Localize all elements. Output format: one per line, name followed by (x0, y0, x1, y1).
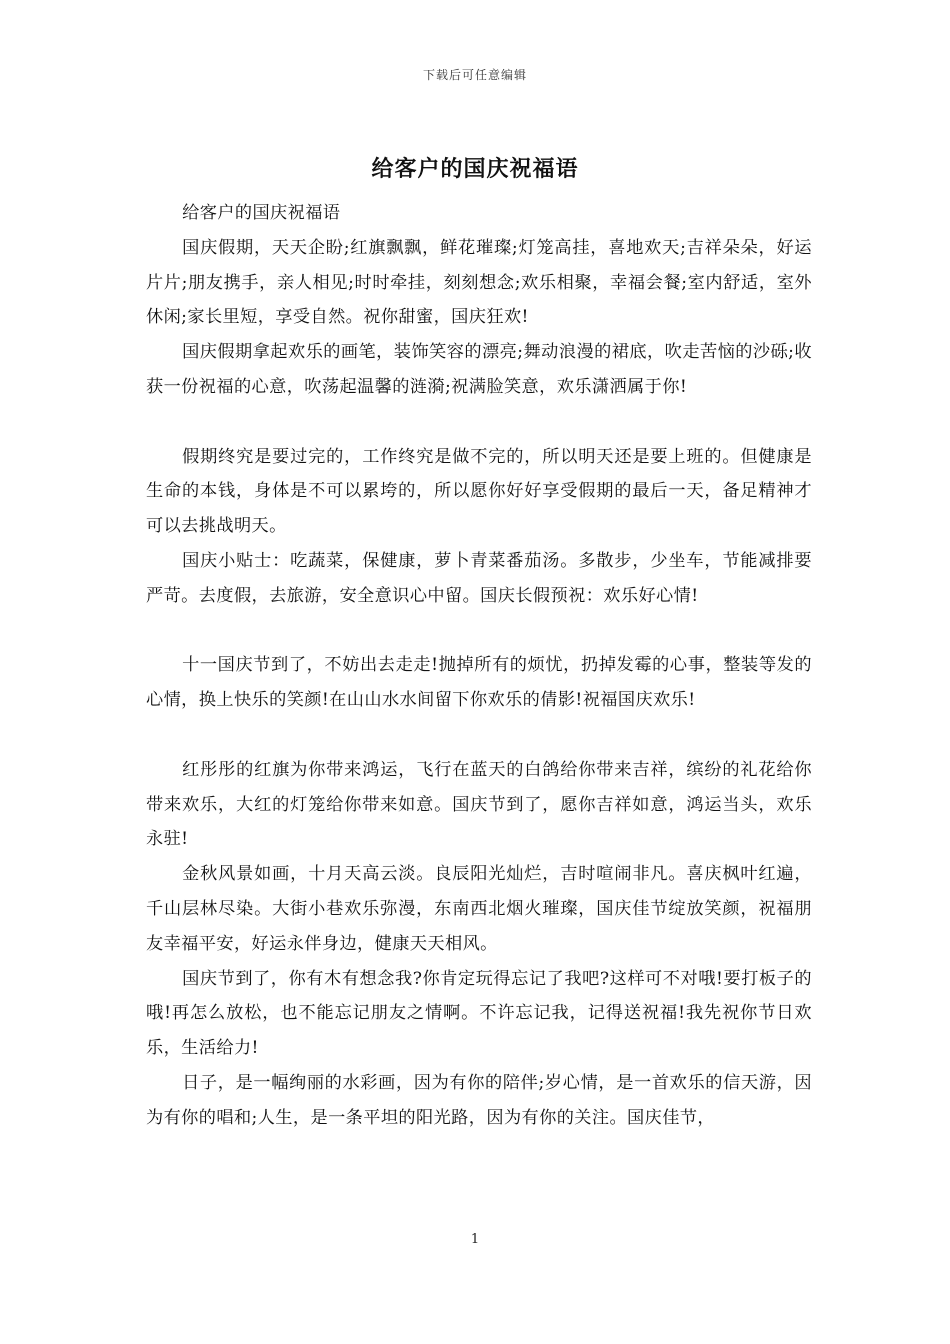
blank-line (146, 614, 812, 649)
blank-line (146, 405, 812, 440)
paragraph-subtitle: 给客户的国庆祝福语 (182, 203, 341, 223)
document-body (146, 196, 812, 1136)
document-title: 给客户的国庆祝福语 (371, 156, 579, 182)
paragraph: 红彤彤的红旗为你带来鸿运，飞行在蓝天的白鸽给你带来吉祥，缤纷的礼花给你带来欢乐，大红的灯笼给你带来如意。国庆节到了，愿你吉祥如意，鸿运当头，欢乐永驻! (146, 759, 812, 850)
paragraph: 金秋风景如画，十月天高云淡。良辰阳光灿烂，吉时喧闹非凡。喜庆枫叶红遍，千山层林尽染。大街小巷欢乐弥漫，东南西北烟火璀璨，国庆佳节绽放笑颜，祝福朋友幸福平安，好运永伴身边，健康天天相风。 (146, 864, 812, 954)
paragraph: 国庆小贴士：吃蔬菜，保健康，萝卜青菜番茄汤。多散步，少坐车，节能减排要严苛。去度假，去旅游，安全意识心中留。国庆长假预祝：欢乐好心情! (146, 550, 812, 606)
paragraph: 日子，是一幅绚丽的水彩画，因为有你的陪伴;岁心情，是一首欢乐的信天游，因为有你的唱和;人生，是一条平坦的阳光路，因为有你的关注。国庆佳节， (146, 1072, 812, 1128)
paragraph: 国庆假期拿起欢乐的画笔，装饰笑容的漂亮;舞动浪漫的裙底，吹走苦恼的沙砾;收获一份祝福的心意，吹荡起温馨的涟漪;祝满脸笑意，欢乐潇洒属于你! (146, 342, 812, 397)
header-note: 下载后可任意编辑 (422, 68, 527, 82)
paragraph: 假期终究是要过完的，工作终究是做不完的，所以明天还是要上班的。但健康是生命的本钱，身体是不可以累垮的，所以愿你好好享受假期的最后一天，备足精神才可以去挑战明天。 (146, 446, 812, 537)
paragraph: 十一国庆节到了，不妨出去走走!抛掉所有的烦忧，扔掉发霉的心事，整装等发的心情，换上快乐的笑颜!在山山水水间留下你欢乐的倩影!祝福国庆欢乐! (146, 655, 812, 711)
page-number: 1 (470, 1232, 480, 1247)
blank-line (146, 718, 812, 753)
paragraph: 国庆假期，天天企盼;红旗飘飘，鲜花璀璨;灯笼高挂，喜地欢天;吉祥朵朵，好运片片;朋友携手，亲人相见;时时牵挂，刻刻想念;欢乐相聚，幸福会餐;室内舒适，室外休闲;家长里短，享受自然。祝你甜蜜，国庆狂欢! (146, 237, 812, 328)
paragraph: 国庆节到了，你有木有想念我?你肯定玩得忘记了我吧?这样可不对哦!要打板子的哦!再怎么放松，也不能忘记朋友之情啊。不许忘记我，记得送祝福!我先祝你节日欢乐，生活给力! (146, 968, 812, 1059)
